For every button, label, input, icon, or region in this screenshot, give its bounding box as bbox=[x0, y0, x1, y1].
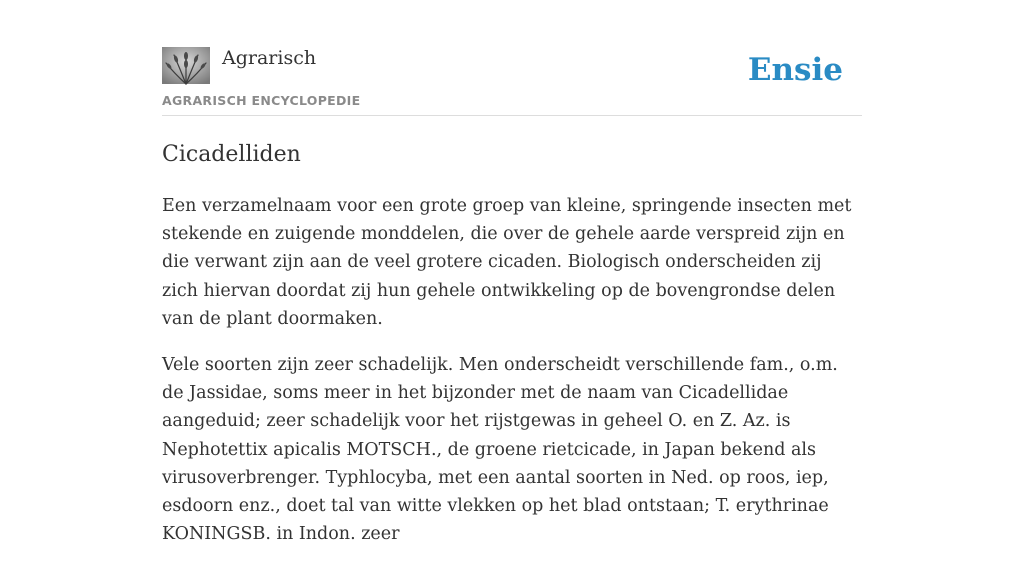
source-subtitle: AGRARISCH ENCYCLOPEDIE bbox=[162, 93, 361, 108]
article-title: Cicadelliden bbox=[162, 142, 301, 167]
ensie-logo-link[interactable]: Ensie bbox=[747, 52, 843, 88]
source-avatar[interactable] bbox=[162, 47, 210, 84]
wheat-icon bbox=[162, 47, 210, 84]
article-body bbox=[162, 192, 862, 566]
source-name-link[interactable]: Agrarisch bbox=[222, 47, 317, 69]
article-paragraph: Een verzamelnaam voor een grote groep van kleine, springende insecten met stekende en zuigende monddelen, die over de gehele aarde verspreid zijn en die verwant zijn aan de veel grotere cicaden. Biologisch onderscheiden zij zich hiervan doordat zij hun gehele ontwikkeling op de bovengrondse delen van de plant doormaken. bbox=[162, 196, 852, 329]
header bbox=[162, 0, 862, 116]
article-paragraph: Vele soorten zijn zeer schadelijk. Men onderscheidt verschillende fam., o.m. de Jassidae, soms meer in het bijzonder met de naam van Cicadellidae aangeduid; zeer schadelijk voor het rijstgewas in geheel O. en Z. Az. is Nephotettix apicalis MOTSCH., de groene rietcicade, in Japan bekend als virusoverbrenger. Typhlocyba, met een aantal soorten in Ned. op roos, iep, esdoorn enz., doet tal van witte vlekken op het blad ontstaan; T. erythrinae KONINGSB. in Indon. zeer bbox=[162, 355, 838, 545]
